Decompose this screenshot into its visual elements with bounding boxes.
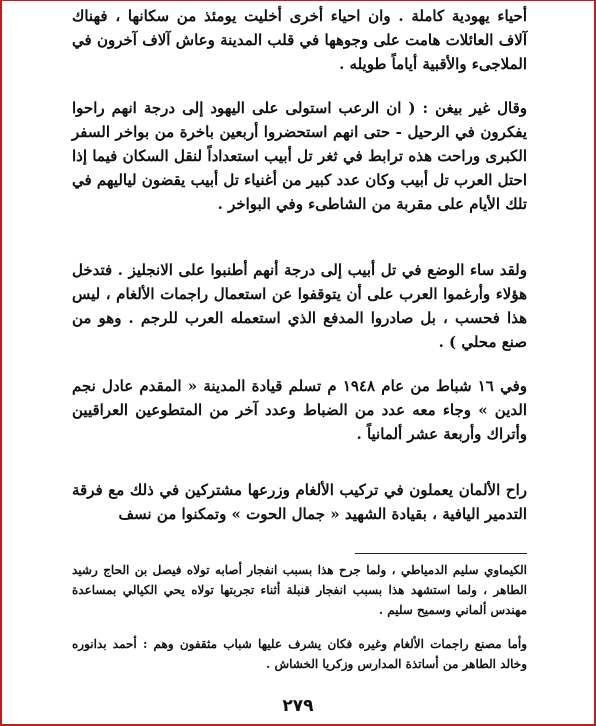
paragraph-3: ولقد ساء الوضع في تل أبيب إلى درجة أنهم أطنبوا على الانجليز . فتدخل هؤلاء وأرغموا العرب على أن يتوقفوا عن استعمال راجمات الألغام ، ليس هذا فحسب ، بل صادروا المدفع الذي استعمله العرب للرجم . وهو من صنع محلي ) . bbox=[72, 261, 527, 351]
footnote-1: الكيماوي سليم الدمياطي ، ولما جرح هذا بسبب انفجار أصابه تولاه فيصل بن الحاج رشيد الطاهر ، ولما استشهد هذا بسبب انفجار قنبلة أثناء تجربتها تولاه يحي الكيالي بمساعدة مهندس ألماني وسميح سليم . bbox=[72, 563, 528, 617]
footnote-divider bbox=[355, 553, 527, 554]
footnote-2: وأما مصنع راجمات الألغام وغيره فكان يشرف عليها شباب مثقفون وهم : أحمد بدانوره وخالد الطاهر من أساتذة المدارس وزكريا الخشاش . bbox=[72, 637, 527, 671]
page-number: ٢٧٩ bbox=[282, 696, 314, 716]
paragraph-1: أحياء يهودية كاملة . وان احياء أخرى أخليت يومئذ من سكانها ، فهناك آلاف العائلات هامت على وجوهها في قلب المدينة وعاش آلاف آخرون في الملاجىء والأقبية أياماً طويله . bbox=[72, 7, 527, 73]
paragraph-5: راح الألمان يعملون في تركيب الألغام وزرعها مشتركين في ذلك مع فرقة التدمير اليافية ، بقيادة الشهيد « جمال الحوت » وتمكنوا من نسف bbox=[72, 481, 527, 523]
paragraph-2: وقال غير بيغن : ( ان الرعب استولى على اليهود إلى درجة انهم راحوا يفكرون في الرحيل - حتى انهم استحضروا أربعين باخرة من بواخر السفر الكبرى وراحت هذه ترابط في ثغر تل أبيب استعداداً لنقل السكان فيما إذا احتل العرب تل أبيب وكان عدد كبير من أغنياء تل أبيب يقضون لياليهم في تلك الأيام على مقربة من الشاطىء وفي البواخر . bbox=[72, 99, 527, 213]
paragraph-4: وفي ١٦ شباط من عام ١٩٤٨ م تسلم قيادة المدينة « المقدم عادل نجم الدين » وجاء معه عدد من الضباط وعدد آخر من المتطوعين العراقيين وأتراك وأربعة عشر ألمانياً . bbox=[72, 377, 528, 443]
